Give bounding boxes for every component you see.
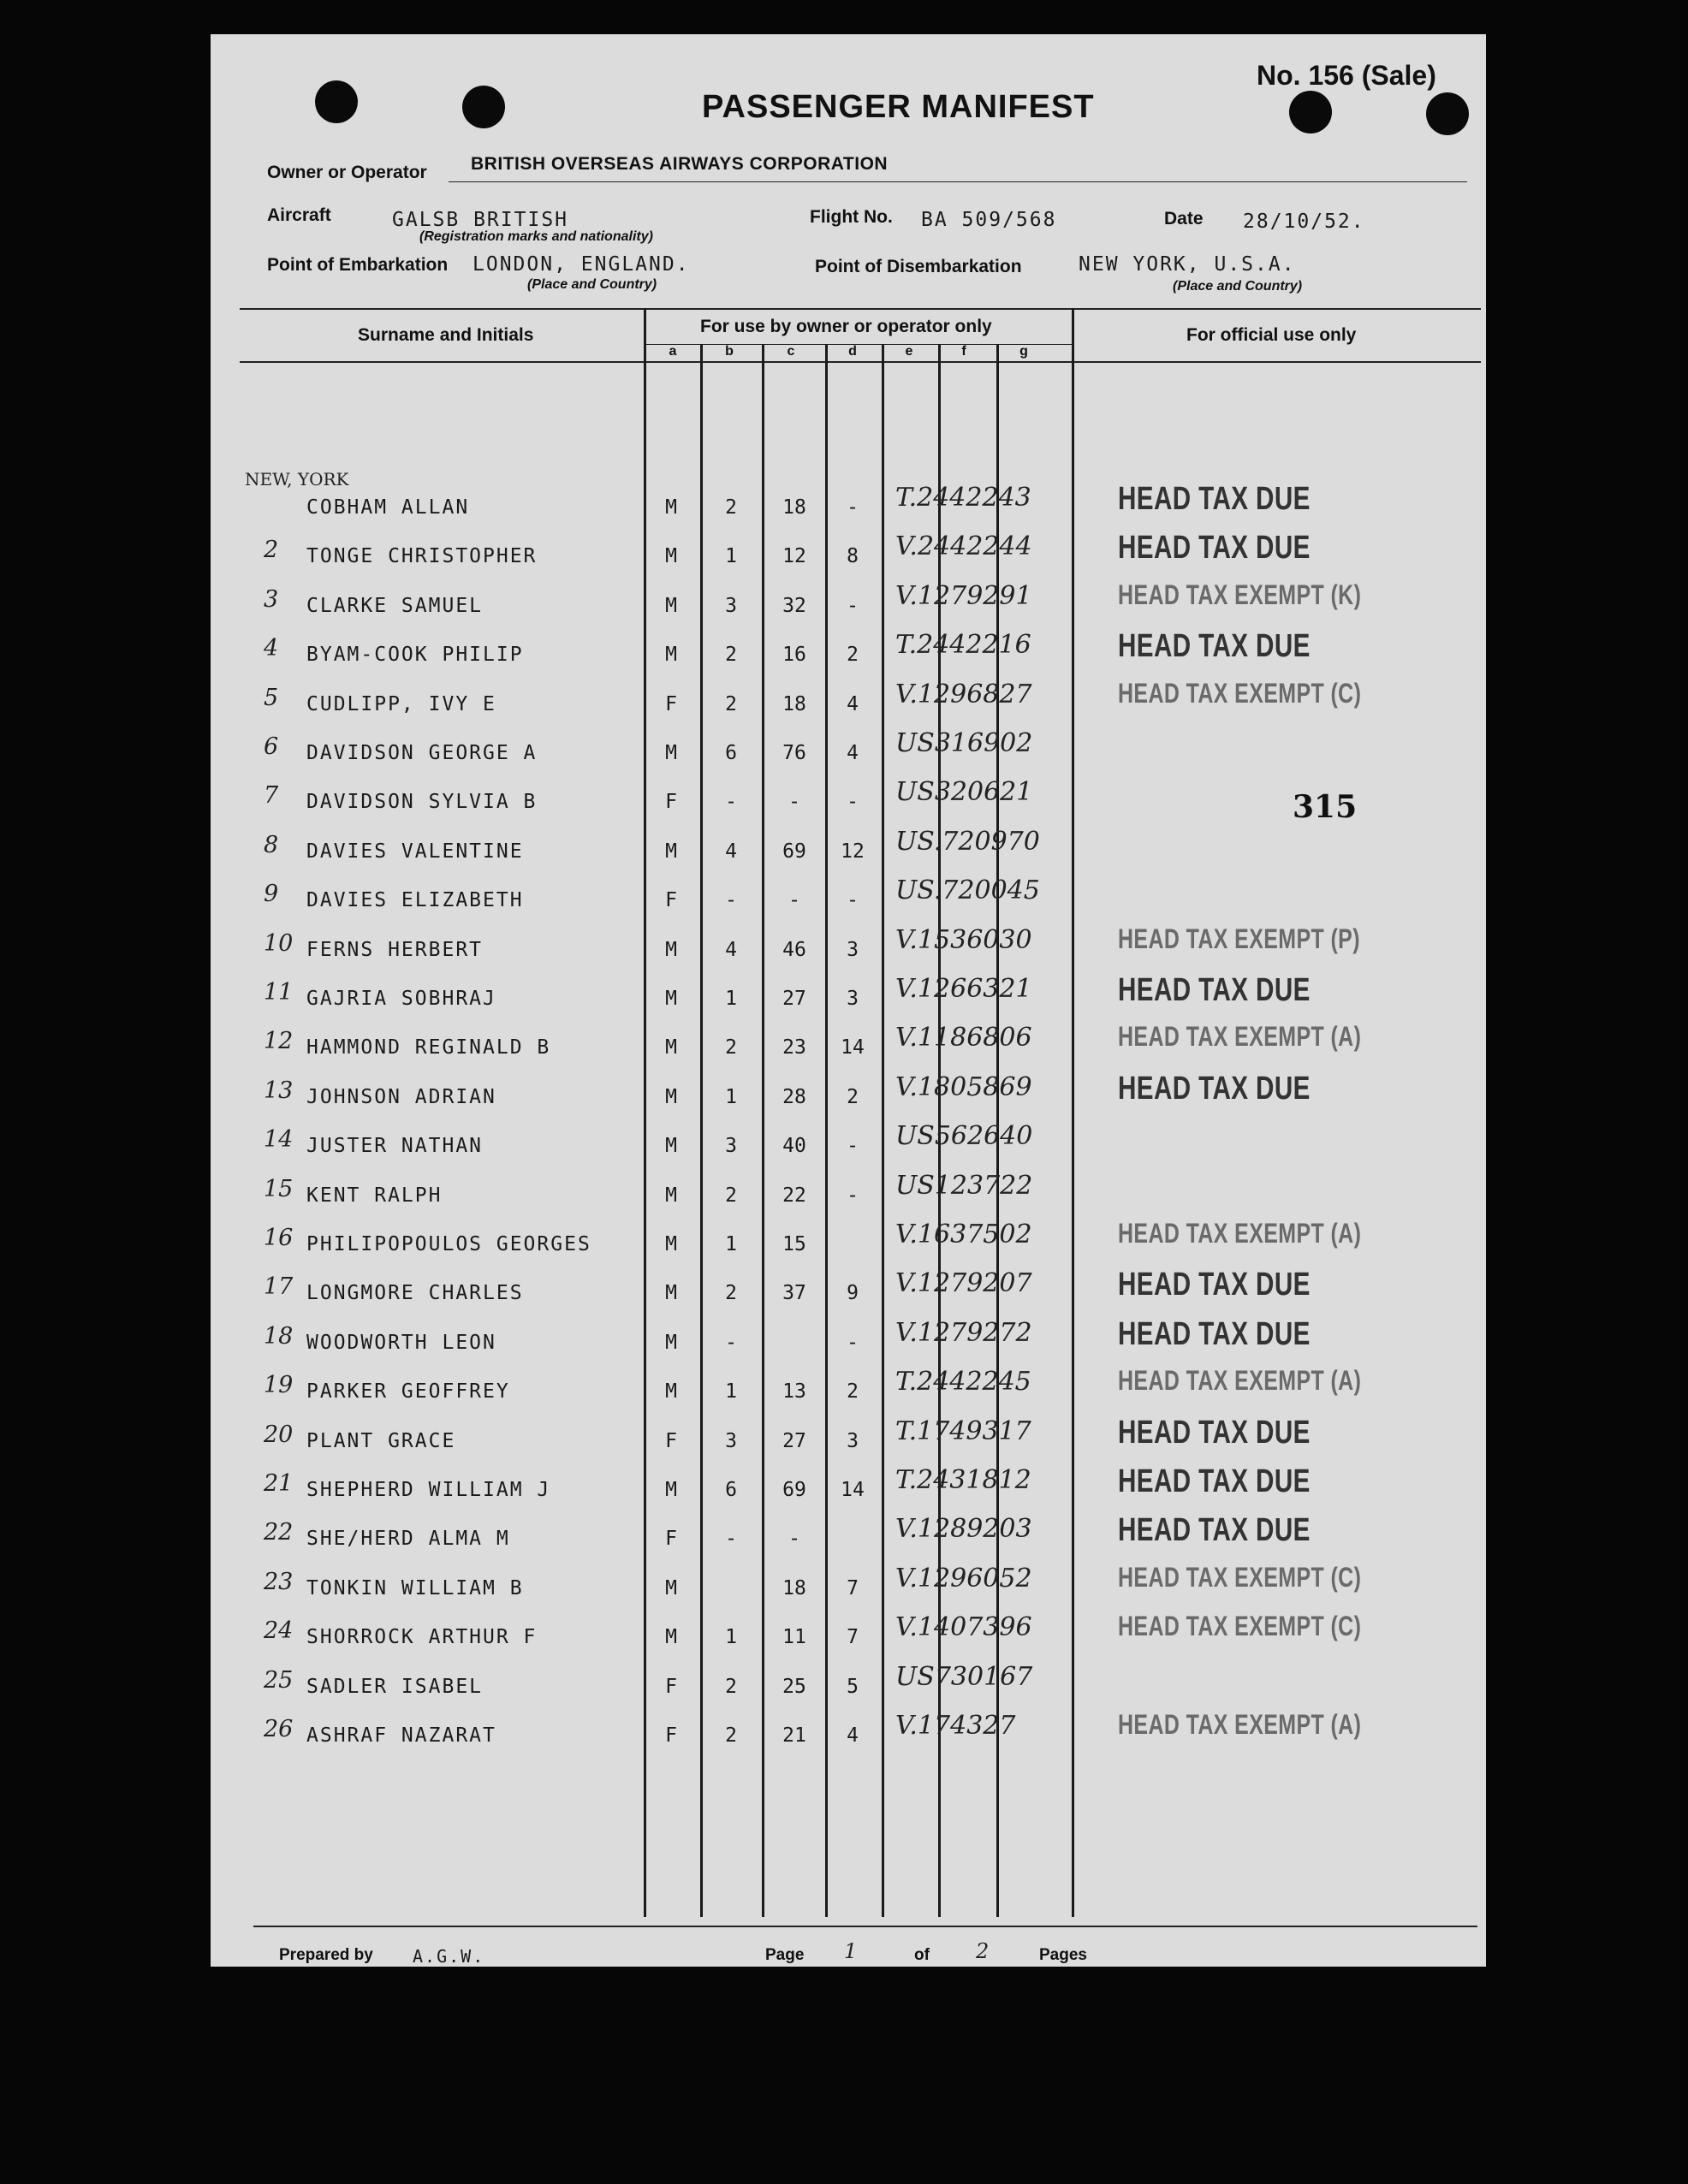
- ticket-number: T.2442245: [895, 1367, 1031, 1397]
- cell-b: -: [725, 1332, 737, 1354]
- row-number: 16: [264, 1225, 294, 1251]
- official-stamp: HEAD TAX DUE: [1118, 1071, 1311, 1107]
- row-number: 11: [264, 979, 294, 1006]
- cell-a: M: [665, 1233, 677, 1255]
- cell-d: -: [847, 1184, 859, 1207]
- row-number: 14: [264, 1126, 294, 1153]
- row-number: 23: [264, 1569, 294, 1595]
- cell-a: M: [665, 1479, 677, 1501]
- row-number: 5: [264, 685, 279, 711]
- cell-d: 12: [841, 840, 865, 863]
- ticket-number: US730167: [895, 1662, 1033, 1692]
- cell-d: 14: [841, 1479, 865, 1501]
- subcol-f: f: [961, 344, 966, 359]
- ticket-number: US123722: [895, 1171, 1033, 1201]
- cell-a: M: [665, 1380, 677, 1403]
- row-number: 22: [264, 1519, 294, 1546]
- cell-b: 6: [725, 1479, 737, 1501]
- passenger-name: WOODWORTH LEON: [306, 1332, 496, 1354]
- cell-d: -: [847, 595, 859, 617]
- cell-a: M: [665, 1184, 677, 1207]
- cell-c: -: [788, 1528, 800, 1550]
- cell-d: 4: [847, 742, 859, 764]
- cell-b: -: [725, 1528, 737, 1550]
- cell-d: 4: [847, 1724, 859, 1747]
- punch-hole: [1426, 92, 1469, 135]
- cell-a: M: [665, 939, 677, 961]
- cell-a: F: [665, 693, 677, 715]
- passenger-name: FERNS HERBERT: [306, 939, 484, 961]
- cell-a: F: [665, 1676, 677, 1698]
- passenger-name: SHORROCK ARTHUR F: [306, 1626, 538, 1648]
- row-number: 21: [264, 1470, 294, 1497]
- cell-d: 14: [841, 1036, 865, 1059]
- row-number: 19: [264, 1372, 294, 1398]
- cell-a: M: [665, 1135, 677, 1157]
- row-number: 24: [264, 1617, 294, 1644]
- passenger-name: CUDLIPP, IVY E: [306, 693, 496, 715]
- row-number: 18: [264, 1323, 294, 1350]
- cell-c: 12: [782, 545, 806, 567]
- official-number: 315: [1293, 789, 1358, 825]
- passenger-name: DAVIDSON GEORGE A: [306, 742, 538, 764]
- cell-a: M: [665, 1577, 677, 1599]
- page-label: Page: [765, 1946, 805, 1964]
- row-number: 3: [264, 586, 279, 613]
- cell-d: 9: [847, 1282, 859, 1304]
- official-stamp: HEAD TAX DUE: [1118, 1267, 1311, 1303]
- passenger-name: SHEPHERD WILLIAM J: [306, 1479, 551, 1501]
- cell-a: M: [665, 644, 677, 666]
- ticket-number: V.174327: [895, 1711, 1016, 1741]
- ticket-number: V.1279207: [895, 1268, 1032, 1298]
- row-number: 25: [264, 1667, 294, 1694]
- cell-a: M: [665, 742, 677, 764]
- ticket-number: US562640: [895, 1121, 1033, 1151]
- cell-a: M: [665, 496, 677, 519]
- cell-c: 27: [782, 988, 806, 1010]
- passenger-name: HAMMOND REGINALD B: [306, 1036, 551, 1059]
- cell-c: 40: [782, 1135, 806, 1157]
- disembarkation-note: (Place and Country): [1173, 279, 1303, 294]
- cell-c: 18: [782, 693, 806, 715]
- ticket-number: US.720045: [895, 875, 1040, 905]
- cell-a: M: [665, 988, 677, 1010]
- subcol-d: d: [848, 344, 857, 359]
- row-number: 9: [264, 881, 279, 907]
- col-owner-header: For use by owner or operator only: [700, 317, 992, 336]
- cell-b: 3: [725, 1430, 737, 1452]
- cell-a: M: [665, 1626, 677, 1648]
- cell-d: -: [847, 1135, 859, 1157]
- cell-b: 1: [725, 1233, 737, 1255]
- passenger-name: JUSTER NATHAN: [306, 1135, 484, 1157]
- cell-c: 69: [782, 840, 806, 863]
- cell-a: F: [665, 889, 677, 911]
- cell-d: 8: [847, 545, 859, 567]
- cell-a: M: [665, 840, 677, 863]
- footer-rule: [253, 1926, 1477, 1927]
- cell-c: -: [788, 791, 800, 813]
- official-stamp: HEAD TAX DUE: [1118, 972, 1311, 1008]
- col-surname-header: Surname and Initials: [358, 325, 534, 345]
- official-stamp: HEAD TAX DUE: [1118, 1512, 1311, 1548]
- column-rule: [762, 344, 764, 1917]
- ticket-number: T.1749317: [895, 1416, 1031, 1446]
- ticket-number: V.2442244: [895, 531, 1032, 561]
- cell-a: F: [665, 1430, 677, 1452]
- passenger-name: COBHAM ALLAN: [306, 496, 470, 519]
- row-number: 6: [264, 733, 279, 760]
- cell-d: 7: [847, 1626, 859, 1648]
- cell-a: M: [665, 1282, 677, 1304]
- cell-b: 2: [725, 1036, 737, 1059]
- cell-b: 2: [725, 1724, 737, 1747]
- cell-a: F: [665, 791, 677, 813]
- official-stamp: HEAD TAX EXEMPT (C): [1118, 678, 1362, 709]
- passenger-name: TONGE CHRISTOPHER: [306, 545, 538, 567]
- row-number: 17: [264, 1273, 294, 1300]
- passenger-name: ASHRAF NAZARAT: [306, 1724, 496, 1747]
- cell-a: M: [665, 545, 677, 567]
- owner-value: BRITISH OVERSEAS AIRWAYS CORPORATION: [471, 154, 889, 174]
- cell-c: -: [788, 889, 800, 911]
- official-stamp: HEAD TAX DUE: [1118, 1463, 1311, 1499]
- cell-a: M: [665, 1332, 677, 1354]
- aircraft-label: Aircraft: [267, 205, 331, 225]
- cell-c: 27: [782, 1430, 806, 1452]
- cell-d: 5: [847, 1676, 859, 1698]
- cell-b: -: [725, 791, 737, 813]
- aircraft-value: GALSB BRITISH: [392, 209, 569, 231]
- official-stamp: HEAD TAX EXEMPT (C): [1118, 1611, 1362, 1641]
- aircraft-note: (Registration marks and nationality): [419, 229, 653, 244]
- cell-b: 2: [725, 1184, 737, 1207]
- manifest-sheet: [211, 34, 1486, 1967]
- cell-a: M: [665, 1036, 677, 1059]
- cell-d: 2: [847, 1380, 859, 1403]
- date-label: Date: [1164, 209, 1204, 228]
- passenger-name: SHE/HERD ALMA M: [306, 1528, 510, 1550]
- cell-c: 18: [782, 496, 806, 519]
- official-stamp: HEAD TAX EXEMPT (A): [1118, 1218, 1362, 1249]
- ticket-number: US316902: [895, 728, 1033, 758]
- cell-c: 16: [782, 644, 806, 666]
- cell-d: 3: [847, 988, 859, 1010]
- embarkation-note: (Place and Country): [527, 277, 657, 292]
- ticket-number: V.1536030: [895, 925, 1032, 955]
- cell-b: 1: [725, 1626, 737, 1648]
- embarkation-value: LONDON, ENGLAND.: [473, 253, 690, 276]
- row-number: 2: [264, 537, 279, 563]
- column-rule: [700, 344, 703, 1917]
- cell-b: 1: [725, 1086, 737, 1108]
- passenger-name: BYAM-COOK PHILIP: [306, 644, 524, 666]
- passenger-name: DAVIDSON SYLVIA B: [306, 791, 538, 813]
- cell-a: M: [665, 595, 677, 617]
- row-number: 20: [264, 1421, 294, 1448]
- table-header-rule: [240, 361, 1481, 363]
- passenger-name: LONGMORE CHARLES: [306, 1282, 524, 1304]
- row-number: 7: [264, 782, 279, 809]
- cell-a: F: [665, 1528, 677, 1550]
- cell-b: 2: [725, 693, 737, 715]
- pages-label: Pages: [1039, 1946, 1087, 1964]
- cell-c: 37: [782, 1282, 806, 1304]
- cell-d: 2: [847, 1086, 859, 1108]
- cell-c: 25: [782, 1676, 806, 1698]
- cell-c: 13: [782, 1380, 806, 1403]
- punch-hole: [1289, 91, 1332, 134]
- cell-a: F: [665, 1724, 677, 1747]
- cell-c: 76: [782, 742, 806, 764]
- cell-c: 21: [782, 1724, 806, 1747]
- subcol-a: a: [669, 344, 677, 359]
- ticket-number: V.1186806: [895, 1023, 1032, 1053]
- page-title: PASSENGER MANIFEST: [702, 89, 1095, 125]
- row-number: 12: [264, 1028, 294, 1054]
- subcol-e: e: [905, 344, 913, 359]
- ticket-number: V.1637502: [895, 1220, 1032, 1249]
- cell-c: 23: [782, 1036, 806, 1059]
- subcol-c: c: [787, 344, 795, 359]
- ticket-number: T.2442216: [895, 630, 1031, 660]
- subcol-g: g: [1019, 344, 1028, 359]
- passenger-name: PARKER GEOFFREY: [306, 1380, 510, 1403]
- ticket-number: T.2431812: [895, 1465, 1031, 1495]
- cell-c: 18: [782, 1577, 806, 1599]
- of-label: of: [914, 1946, 930, 1964]
- cell-b: 6: [725, 742, 737, 764]
- cell-b: 2: [725, 496, 737, 519]
- cell-d: -: [847, 496, 859, 519]
- ticket-number: V.1296052: [895, 1564, 1032, 1593]
- cell-c: 22: [782, 1184, 806, 1207]
- page-value: 1: [844, 1939, 858, 1963]
- cell-b: 2: [725, 644, 737, 666]
- cell-d: -: [847, 791, 859, 813]
- official-stamp: HEAD TAX EXEMPT (K): [1118, 579, 1362, 610]
- row-number: 4: [264, 635, 279, 662]
- official-stamp: HEAD TAX EXEMPT (A): [1118, 1365, 1362, 1396]
- ticket-number: T.2442243: [895, 483, 1031, 513]
- cell-b: 1: [725, 988, 737, 1010]
- cell-a: M: [665, 1086, 677, 1108]
- cell-d: 3: [847, 1430, 859, 1452]
- official-stamp: HEAD TAX EXEMPT (P): [1118, 923, 1360, 954]
- cell-b: 1: [725, 545, 737, 567]
- cell-c: 32: [782, 595, 806, 617]
- row-number: 26: [264, 1716, 294, 1742]
- official-stamp: HEAD TAX DUE: [1118, 628, 1311, 664]
- cell-b: 2: [725, 1676, 737, 1698]
- divider: [449, 181, 1467, 182]
- cell-c: 11: [782, 1626, 806, 1648]
- official-stamp: HEAD TAX DUE: [1118, 481, 1311, 517]
- ticket-number: V.1805869: [895, 1072, 1032, 1102]
- ticket-number: US320621: [895, 777, 1033, 807]
- cell-b: 4: [725, 840, 737, 863]
- column-rule: [1072, 308, 1074, 1917]
- passenger-name: GAJRIA SOBHRAJ: [306, 988, 496, 1010]
- margin-note: NEW, YORK: [245, 469, 349, 490]
- passenger-name: DAVIES ELIZABETH: [306, 889, 524, 911]
- cell-c: 46: [782, 939, 806, 961]
- cell-b: 3: [725, 1135, 737, 1157]
- ticket-number: US.720970: [895, 827, 1040, 857]
- row-number: 15: [264, 1176, 294, 1202]
- row-number: 8: [264, 832, 279, 858]
- ticket-number: V.1279291: [895, 581, 1032, 611]
- cell-d: -: [847, 889, 859, 911]
- passenger-name: TONKIN WILLIAM B: [306, 1577, 524, 1599]
- cell-d: 3: [847, 939, 859, 961]
- passenger-name: SADLER ISABEL: [306, 1676, 484, 1698]
- passenger-name: CLARKE SAMUEL: [306, 595, 484, 617]
- column-rule: [644, 308, 646, 1917]
- cell-b: 2: [725, 1282, 737, 1304]
- cell-c: 28: [782, 1086, 806, 1108]
- official-stamp: HEAD TAX DUE: [1118, 1415, 1311, 1451]
- disembarkation-value: NEW YORK, U.S.A.: [1079, 253, 1296, 276]
- cell-c: 15: [782, 1233, 806, 1255]
- cell-d: 7: [847, 1577, 859, 1599]
- row-number: 10: [264, 930, 294, 957]
- row-number: 13: [264, 1077, 294, 1104]
- cell-b: 4: [725, 939, 737, 961]
- col-official-header: For official use only: [1186, 325, 1357, 345]
- owner-label: Owner or Operator: [267, 163, 427, 182]
- cell-b: -: [725, 889, 737, 911]
- punch-hole: [462, 86, 505, 128]
- subcol-b: b: [725, 344, 734, 359]
- prepared-value: A.G.W.: [413, 1946, 485, 1967]
- cell-b: 3: [725, 595, 737, 617]
- flight-value: BA 509/568: [921, 209, 1057, 231]
- official-stamp: HEAD TAX EXEMPT (A): [1118, 1709, 1362, 1740]
- ticket-number: V.1296827: [895, 680, 1032, 709]
- column-rule: [825, 344, 828, 1917]
- passenger-name: JOHNSON ADRIAN: [306, 1086, 496, 1108]
- official-stamp: HEAD TAX DUE: [1118, 530, 1311, 566]
- cell-c: 69: [782, 1479, 806, 1501]
- cell-b: 1: [725, 1380, 737, 1403]
- embarkation-label: Point of Embarkation: [267, 255, 449, 275]
- punch-hole: [315, 80, 358, 123]
- official-stamp: HEAD TAX EXEMPT (C): [1118, 1562, 1362, 1593]
- ticket-number: V.1279272: [895, 1318, 1032, 1348]
- official-stamp: HEAD TAX DUE: [1118, 1316, 1311, 1352]
- cell-d: 4: [847, 693, 859, 715]
- of-value: 2: [976, 1939, 990, 1963]
- passenger-name: DAVIES VALENTINE: [306, 840, 524, 863]
- date-value: 28/10/52.: [1243, 211, 1365, 233]
- disembarkation-label: Point of Disembarkation: [815, 257, 1022, 276]
- cell-d: 2: [847, 644, 859, 666]
- ticket-number: V.1407396: [895, 1612, 1032, 1642]
- passenger-name: PHILIPOPOULOS GEORGES: [306, 1233, 591, 1255]
- prepared-label: Prepared by: [279, 1946, 373, 1964]
- manifest-number: No. 156 (Sale): [1257, 60, 1436, 91]
- table-top-rule: [240, 308, 1481, 310]
- official-stamp: HEAD TAX EXEMPT (A): [1118, 1021, 1362, 1052]
- ticket-number: V.1289203: [895, 1514, 1032, 1544]
- column-rule: [882, 344, 884, 1917]
- ticket-number: V.1266321: [895, 974, 1032, 1004]
- passenger-name: PLANT GRACE: [306, 1430, 456, 1452]
- flight-label: Flight No.: [810, 207, 893, 227]
- passenger-name: KENT RALPH: [306, 1184, 443, 1207]
- cell-d: -: [847, 1332, 859, 1354]
